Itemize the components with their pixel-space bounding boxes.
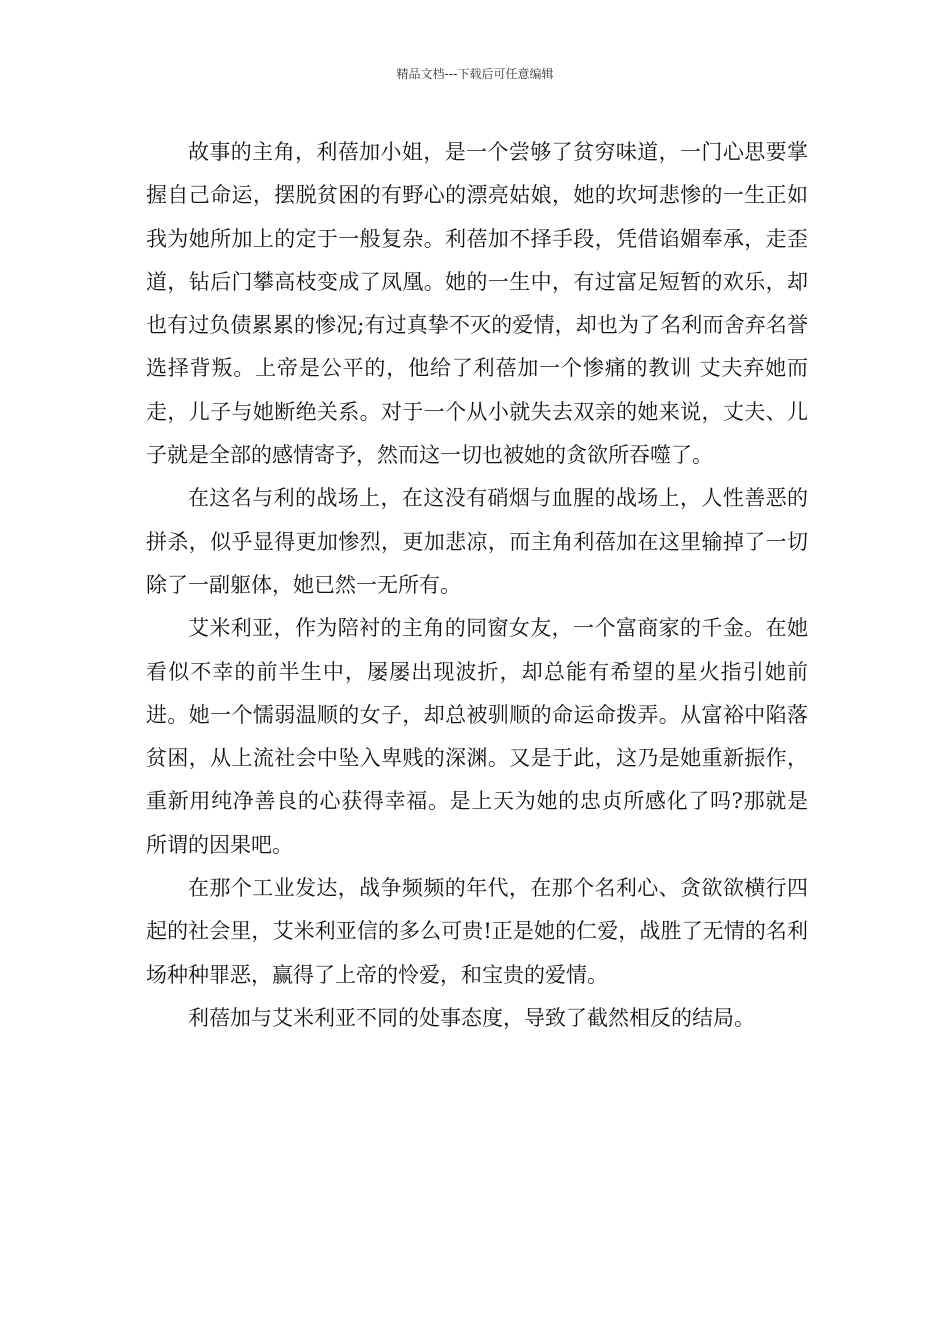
page-header: 精品文档---下载后可任意编辑 — [396, 67, 554, 81]
paragraph-3: 艾米利亚，作为陪衬的主角的同窗女友，一个富商家的千金。在她看似不幸的前半生中，屡屡出现波折，却总能有希望的星火指引她前进。她一个懦弱温顺的女子，却总被驯顺的命运命拨弄。从富裕中陷落贫困，从上流社会中坠入卑贱的深渊。又是于此，这乃是她重新振作，重新用纯净善良的心获得幸福。是上天为她的忠贞所感化了吗?那就是所谓的因果吧。 — [146, 616, 808, 857]
paragraph-1: 故事的主角，利蓓加小姐，是一个尝够了贫穷味道，一门心思要掌握自己命运，摆脱贫困的有野心的漂亮姑娘，她的坎坷悲惨的一生正如我为她所加上的定于一般复杂。利蓓加不择手段，凭借谄媚奉承，走歪道，钻后门攀高枝变成了凤凰。她的一生中，有过富足短暂的欢乐，却也有过负债累累的惨况;有过真挚不灭的爱情，却也为了名利而舍弃名誉选择背叛。上帝是公平的，他给了利蓓加一个惨痛的教训 丈夫弃她而走，儿子与她断绝关系。对于一个从小就失去双亲的她来说，丈夫、儿子就是全部的感情寄予，然而这一切也被她的贪欲所吞噬了。 — [146, 140, 808, 468]
paragraph-5: 利蓓加与艾米利亚不同的处事态度，导致了截然相反的结局。 — [188, 1005, 755, 1030]
paragraph-4: 在那个工业发达，战争频频的年代，在那个名利心、贪欲欲横行四起的社会里，艾米利亚信的多么可贵!正是她的仁爱，战胜了无情的名利场种种罪恶，赢得了上帝的怜爱，和宝贵的爱情。 — [146, 876, 808, 987]
document-body — [146, 131, 808, 1040]
paragraph-2: 在这名与利的战场上，在这没有硝烟与血腥的战场上，人性善恶的拼杀，似乎显得更加惨烈，更加悲凉，而主角利蓓加在这里输掉了一切 除了一副躯体，她已然一无所有。 — [146, 486, 808, 597]
